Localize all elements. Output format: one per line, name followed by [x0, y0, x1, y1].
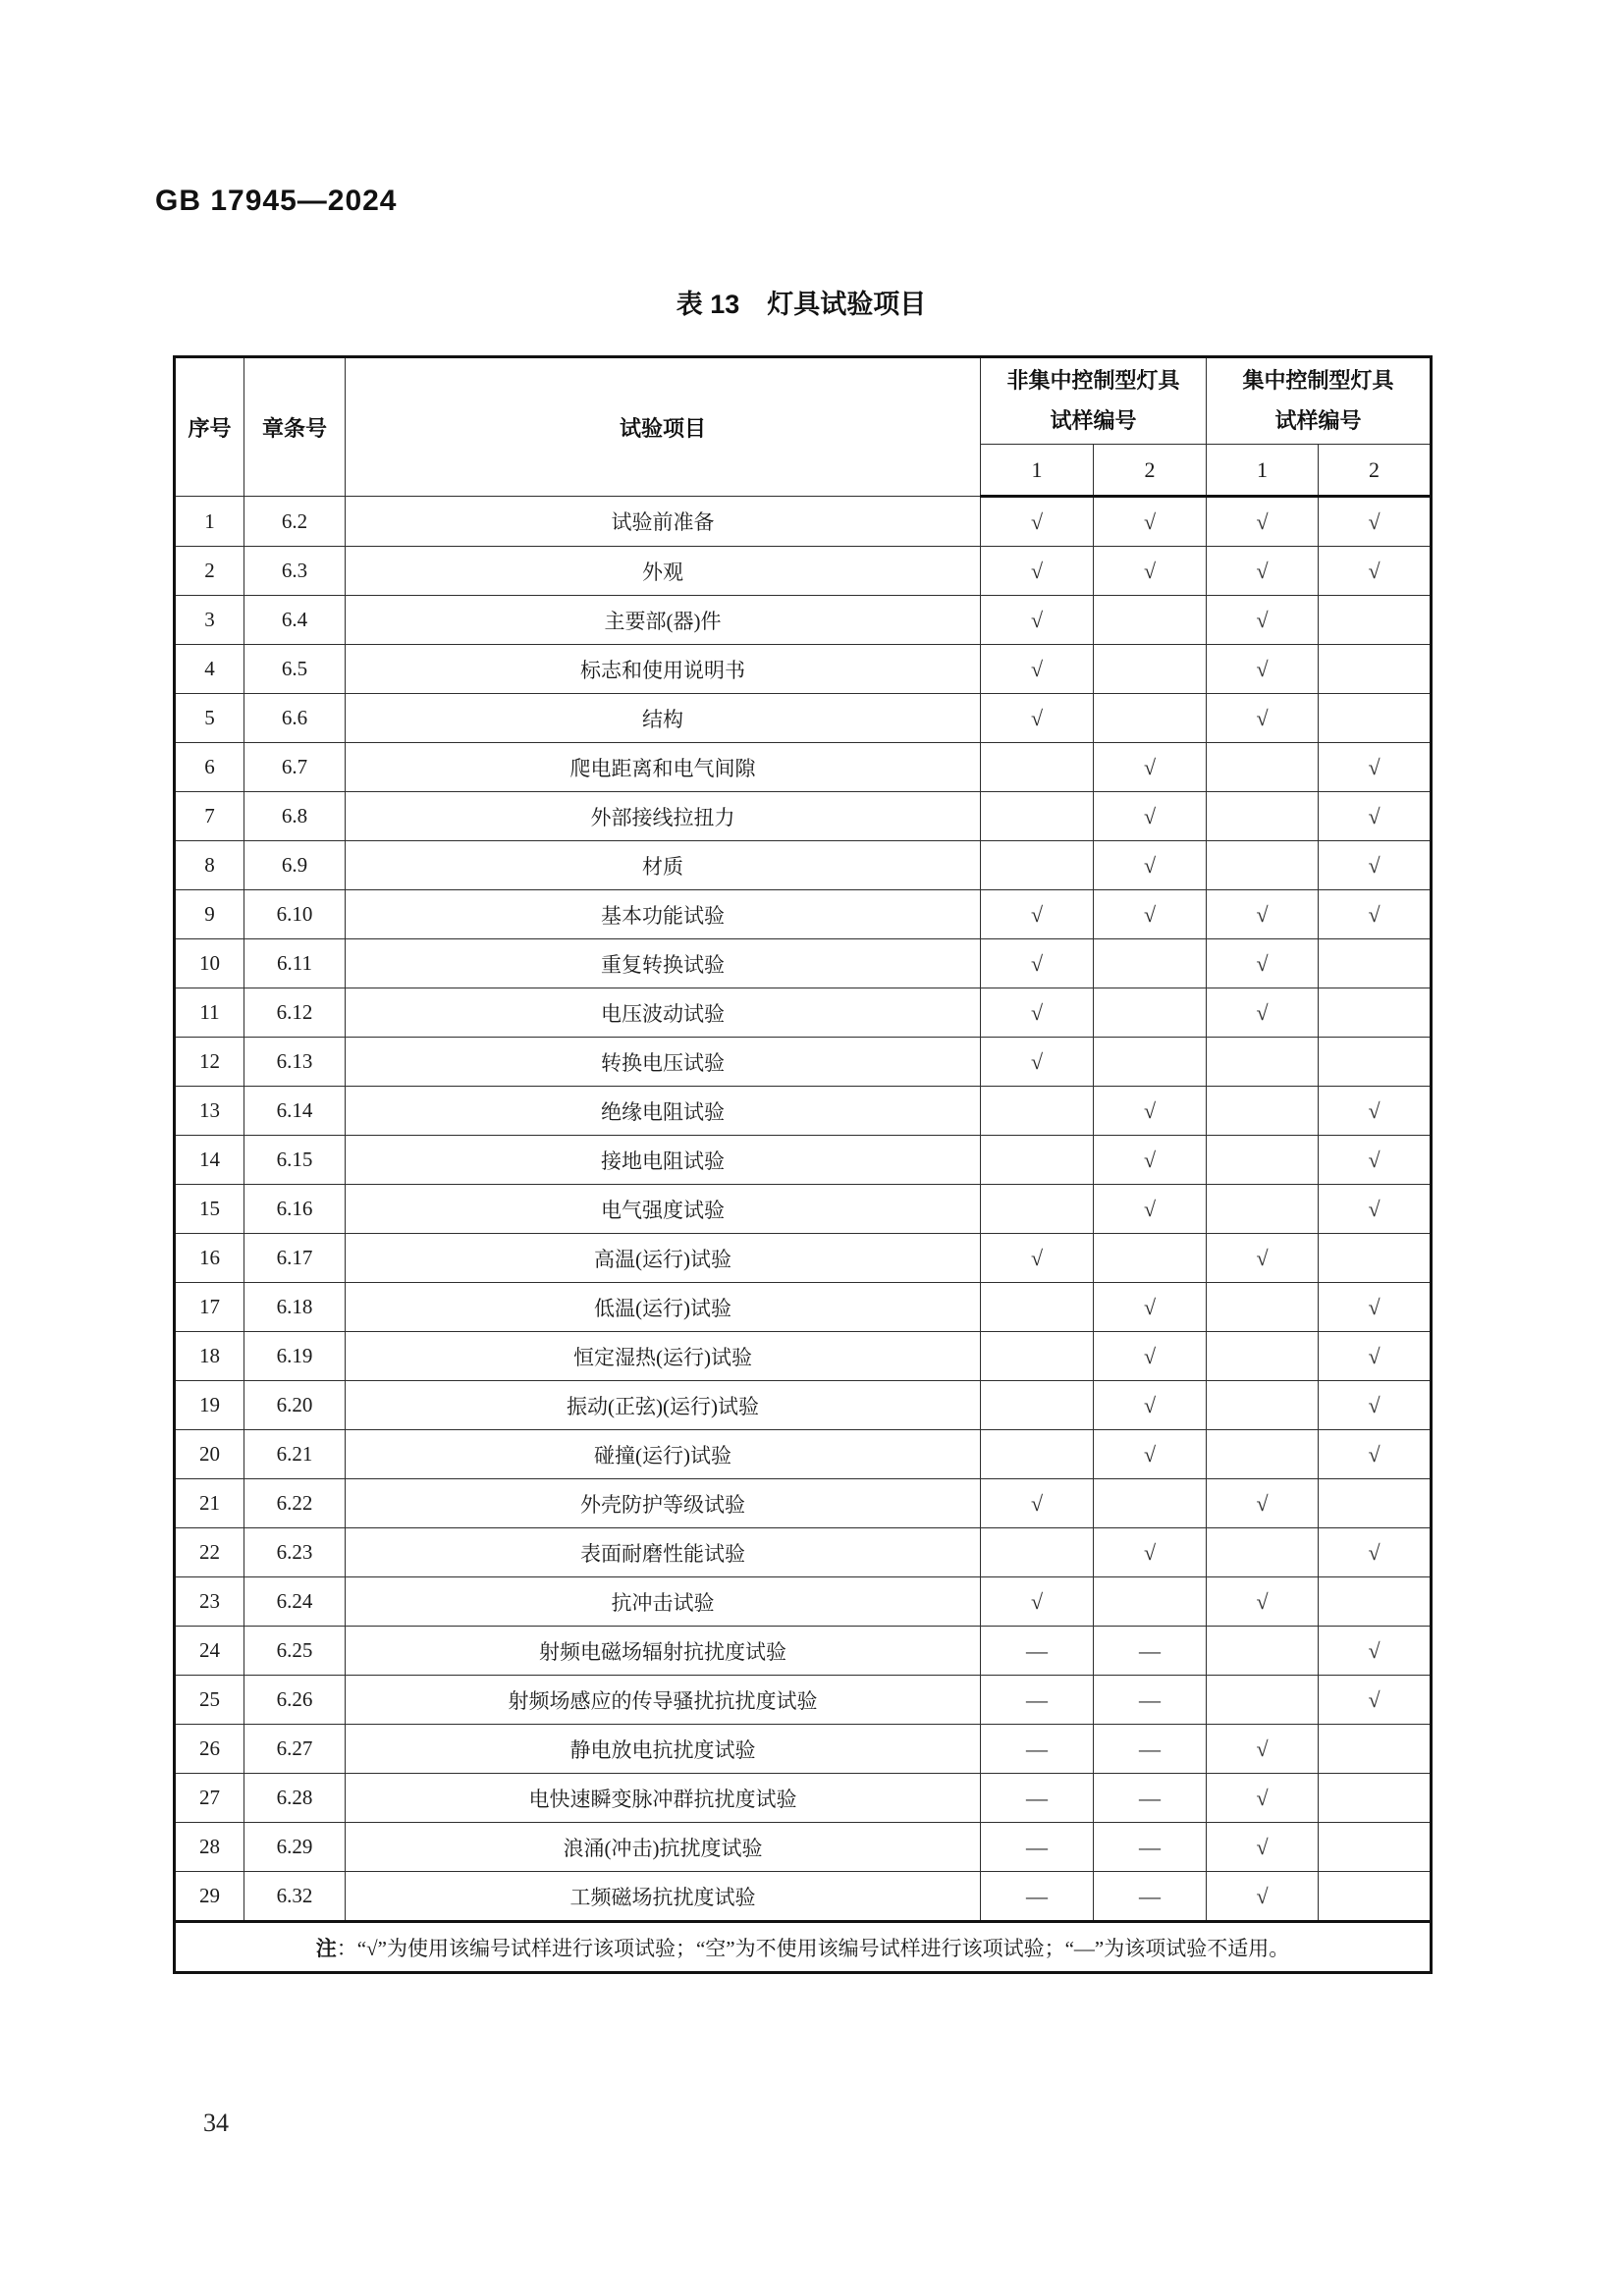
cell-mark-noncentral-1 — [981, 1283, 1094, 1332]
cell-test-item: 浪涌(冲击)抗扰度试验 — [346, 1823, 981, 1872]
cell-clause-number: 6.29 — [244, 1823, 346, 1872]
cell-clause-number: 6.16 — [244, 1185, 346, 1234]
cell-mark-noncentral-2: — — [1094, 1627, 1207, 1676]
cell-mark-noncentral-2: √ — [1094, 497, 1207, 547]
cell-row-number: 2 — [175, 547, 244, 596]
group-central-line1: 集中控制型灯具 — [1242, 367, 1394, 393]
note-label: 注 — [315, 1937, 337, 1960]
table-row — [175, 1234, 1432, 1283]
cell-clause-number: 6.14 — [244, 1087, 346, 1136]
cell-mark-central-1: √ — [1207, 890, 1319, 939]
table-row — [175, 1774, 1432, 1823]
cell-mark-noncentral-1: — — [981, 1627, 1094, 1676]
table-row — [175, 497, 1432, 547]
cell-mark-noncentral-2 — [1094, 694, 1207, 743]
cell-row-number: 17 — [175, 1283, 244, 1332]
cell-row-number: 5 — [175, 694, 244, 743]
header-clause: 章条号 — [244, 357, 346, 497]
cell-mark-central-1 — [1207, 841, 1319, 890]
cell-mark-central-2: √ — [1319, 792, 1432, 841]
group-noncentral-line1: 非集中控制型灯具 — [1006, 367, 1180, 393]
cell-mark-noncentral-1 — [981, 1185, 1094, 1234]
cell-test-item: 恒定湿热(运行)试验 — [346, 1332, 981, 1381]
cell-mark-central-1 — [1207, 1381, 1319, 1430]
cell-mark-noncentral-2 — [1094, 1479, 1207, 1528]
cell-row-number: 21 — [175, 1479, 244, 1528]
cell-test-item: 抗冲击试验 — [346, 1577, 981, 1627]
cell-mark-central-2: √ — [1319, 1332, 1432, 1381]
cell-clause-number: 6.10 — [244, 890, 346, 939]
cell-row-number: 10 — [175, 939, 244, 988]
table-row — [175, 1872, 1432, 1922]
cell-row-number: 25 — [175, 1676, 244, 1725]
cell-test-item: 射频电磁场辐射抗扰度试验 — [346, 1627, 981, 1676]
cell-row-number: 7 — [175, 792, 244, 841]
cell-mark-noncentral-2: √ — [1094, 792, 1207, 841]
header-item: 试验项目 — [346, 357, 981, 497]
cell-clause-number: 6.11 — [244, 939, 346, 988]
cell-mark-noncentral-1 — [981, 1332, 1094, 1381]
table-body — [175, 497, 1432, 1973]
cell-mark-noncentral-1: — — [981, 1774, 1094, 1823]
cell-mark-central-1: √ — [1207, 1872, 1319, 1922]
table-row — [175, 1577, 1432, 1627]
cell-mark-noncentral-1: √ — [981, 497, 1094, 547]
cell-row-number: 23 — [175, 1577, 244, 1627]
cell-mark-central-1: √ — [1207, 1479, 1319, 1528]
cell-mark-noncentral-1: √ — [981, 645, 1094, 694]
standard-number: GB 17945—2024 — [155, 185, 398, 217]
table-row — [175, 1185, 1432, 1234]
table-title — [173, 283, 1430, 321]
cell-mark-central-2 — [1319, 694, 1432, 743]
cell-mark-noncentral-1 — [981, 1087, 1094, 1136]
cell-mark-central-2: √ — [1319, 1381, 1432, 1430]
cell-row-number: 15 — [175, 1185, 244, 1234]
cell-mark-central-2 — [1319, 939, 1432, 988]
cell-mark-noncentral-2: √ — [1094, 1185, 1207, 1234]
cell-clause-number: 6.12 — [244, 988, 346, 1038]
cell-mark-noncentral-1: — — [981, 1823, 1094, 1872]
cell-mark-noncentral-1: — — [981, 1676, 1094, 1725]
table-row — [175, 1528, 1432, 1577]
cell-row-number: 13 — [175, 1087, 244, 1136]
cell-mark-noncentral-2: √ — [1094, 1381, 1207, 1430]
cell-mark-noncentral-1: √ — [981, 1479, 1094, 1528]
cell-row-number: 20 — [175, 1430, 244, 1479]
table-row — [175, 890, 1432, 939]
cell-mark-central-1 — [1207, 1136, 1319, 1185]
cell-mark-noncentral-1 — [981, 841, 1094, 890]
cell-mark-noncentral-1: √ — [981, 547, 1094, 596]
cell-test-item: 电快速瞬变脉冲群抗扰度试验 — [346, 1774, 981, 1823]
cell-mark-noncentral-2: √ — [1094, 890, 1207, 939]
cell-test-item: 振动(正弦)(运行)试验 — [346, 1381, 981, 1430]
cell-row-number: 29 — [175, 1872, 244, 1922]
cell-test-item: 转换电压试验 — [346, 1038, 981, 1087]
cell-mark-central-2 — [1319, 645, 1432, 694]
cell-test-item: 外部接线拉扭力 — [346, 792, 981, 841]
table-row — [175, 1676, 1432, 1725]
group-central-line2: 试样编号 — [1274, 407, 1362, 433]
cell-mark-noncentral-2: √ — [1094, 743, 1207, 792]
note-text: ：“√”为使用该编号试样进行该项试验；“空”为不使用该编号试样进行该项试验；“—”为该项试验不适用。 — [336, 1936, 1290, 1960]
cell-mark-noncentral-1: √ — [981, 1234, 1094, 1283]
table-row — [175, 1725, 1432, 1774]
cell-test-item: 射频场感应的传导骚扰抗扰度试验 — [346, 1676, 981, 1725]
cell-test-item: 高温(运行)试验 — [346, 1234, 981, 1283]
cell-test-item: 试验前准备 — [346, 497, 981, 547]
cell-test-item: 电气强度试验 — [346, 1185, 981, 1234]
cell-mark-central-1: √ — [1207, 988, 1319, 1038]
cell-clause-number: 6.17 — [244, 1234, 346, 1283]
cell-clause-number: 6.5 — [244, 645, 346, 694]
cell-clause-number: 6.20 — [244, 1381, 346, 1430]
cell-mark-central-1: √ — [1207, 645, 1319, 694]
cell-mark-noncentral-1: √ — [981, 694, 1094, 743]
cell-mark-noncentral-2 — [1094, 596, 1207, 645]
table-row — [175, 1823, 1432, 1872]
cell-row-number: 4 — [175, 645, 244, 694]
page-number: 34 — [203, 2109, 229, 2137]
note-cell — [175, 1922, 1432, 1973]
cell-test-item: 碰撞(运行)试验 — [346, 1430, 981, 1479]
cell-mark-noncentral-2: — — [1094, 1676, 1207, 1725]
cell-mark-central-2 — [1319, 1577, 1432, 1627]
cell-mark-central-1: √ — [1207, 939, 1319, 988]
cell-mark-noncentral-2 — [1094, 1577, 1207, 1627]
cell-clause-number: 6.4 — [244, 596, 346, 645]
cell-clause-number: 6.23 — [244, 1528, 346, 1577]
table-row — [175, 1283, 1432, 1332]
cell-row-number: 16 — [175, 1234, 244, 1283]
note-row — [175, 1922, 1432, 1973]
cell-mark-central-2: √ — [1319, 890, 1432, 939]
table-row — [175, 1038, 1432, 1087]
cell-mark-noncentral-2: — — [1094, 1774, 1207, 1823]
table-row — [175, 1087, 1432, 1136]
cell-test-item: 外观 — [346, 547, 981, 596]
cell-test-item: 爬电距离和电气间隙 — [346, 743, 981, 792]
cell-mark-noncentral-2: √ — [1094, 841, 1207, 890]
cell-clause-number: 6.25 — [244, 1627, 346, 1676]
table-header — [175, 357, 1432, 497]
cell-mark-noncentral-1 — [981, 792, 1094, 841]
cell-row-number: 12 — [175, 1038, 244, 1087]
cell-clause-number: 6.32 — [244, 1872, 346, 1922]
cell-mark-central-1 — [1207, 1283, 1319, 1332]
table-title-prefix: 表 13 — [676, 290, 740, 319]
cell-row-number: 27 — [175, 1774, 244, 1823]
cell-mark-noncentral-1: √ — [981, 1038, 1094, 1087]
table-row — [175, 792, 1432, 841]
cell-mark-noncentral-2 — [1094, 645, 1207, 694]
sample-number-nc2: 2 — [1094, 445, 1207, 497]
cell-mark-central-2: √ — [1319, 1528, 1432, 1577]
cell-mark-central-1 — [1207, 743, 1319, 792]
cell-test-item: 材质 — [346, 841, 981, 890]
test-items-table — [173, 355, 1433, 1974]
cell-mark-central-2: √ — [1319, 1185, 1432, 1234]
cell-mark-central-1: √ — [1207, 497, 1319, 547]
sample-number-nc1: 1 — [981, 445, 1094, 497]
cell-mark-central-1: √ — [1207, 547, 1319, 596]
cell-row-number: 1 — [175, 497, 244, 547]
cell-mark-central-2: √ — [1319, 497, 1432, 547]
cell-mark-noncentral-1: √ — [981, 890, 1094, 939]
cell-mark-noncentral-2: √ — [1094, 547, 1207, 596]
cell-mark-noncentral-1: — — [981, 1725, 1094, 1774]
cell-mark-central-1 — [1207, 1332, 1319, 1381]
cell-test-item: 电压波动试验 — [346, 988, 981, 1038]
cell-mark-central-2: √ — [1319, 547, 1432, 596]
cell-mark-central-1: √ — [1207, 1823, 1319, 1872]
cell-mark-central-2: √ — [1319, 1283, 1432, 1332]
cell-mark-noncentral-2: — — [1094, 1725, 1207, 1774]
cell-mark-central-2 — [1319, 1479, 1432, 1528]
cell-row-number: 24 — [175, 1627, 244, 1676]
cell-mark-noncentral-2: √ — [1094, 1283, 1207, 1332]
cell-test-item: 结构 — [346, 694, 981, 743]
cell-clause-number: 6.3 — [244, 547, 346, 596]
cell-mark-central-1: √ — [1207, 1774, 1319, 1823]
cell-mark-central-2 — [1319, 988, 1432, 1038]
cell-mark-noncentral-2 — [1094, 1038, 1207, 1087]
cell-clause-number: 6.9 — [244, 841, 346, 890]
cell-clause-number: 6.26 — [244, 1676, 346, 1725]
header-no: 序号 — [175, 357, 244, 497]
cell-mark-noncentral-2: — — [1094, 1872, 1207, 1922]
cell-clause-number: 6.15 — [244, 1136, 346, 1185]
cell-mark-central-1 — [1207, 1528, 1319, 1577]
cell-mark-central-2: √ — [1319, 1676, 1432, 1725]
cell-clause-number: 6.21 — [244, 1430, 346, 1479]
table-row — [175, 1332, 1432, 1381]
table-row — [175, 988, 1432, 1038]
cell-test-item: 表面耐磨性能试验 — [346, 1528, 981, 1577]
cell-clause-number: 6.6 — [244, 694, 346, 743]
cell-mark-noncentral-1 — [981, 1381, 1094, 1430]
table-row — [175, 1136, 1432, 1185]
cell-mark-central-1: √ — [1207, 1577, 1319, 1627]
cell-test-item: 标志和使用说明书 — [346, 645, 981, 694]
cell-mark-noncentral-1: √ — [981, 939, 1094, 988]
cell-row-number: 9 — [175, 890, 244, 939]
cell-test-item: 外壳防护等级试验 — [346, 1479, 981, 1528]
cell-mark-central-1: √ — [1207, 1725, 1319, 1774]
cell-mark-central-2 — [1319, 1038, 1432, 1087]
header-group-noncentral — [981, 357, 1207, 445]
cell-mark-central-2 — [1319, 1234, 1432, 1283]
cell-clause-number: 6.18 — [244, 1283, 346, 1332]
cell-mark-noncentral-2: √ — [1094, 1136, 1207, 1185]
table-row — [175, 841, 1432, 890]
cell-mark-central-2: √ — [1319, 841, 1432, 890]
cell-clause-number: 6.7 — [244, 743, 346, 792]
cell-clause-number: 6.13 — [244, 1038, 346, 1087]
cell-mark-central-2: √ — [1319, 743, 1432, 792]
cell-clause-number: 6.22 — [244, 1479, 346, 1528]
cell-row-number: 26 — [175, 1725, 244, 1774]
cell-row-number: 8 — [175, 841, 244, 890]
cell-mark-central-1 — [1207, 1087, 1319, 1136]
table-row — [175, 939, 1432, 988]
cell-mark-central-2 — [1319, 596, 1432, 645]
cell-mark-noncentral-1 — [981, 1528, 1094, 1577]
cell-mark-central-2 — [1319, 1725, 1432, 1774]
cell-mark-central-2: √ — [1319, 1430, 1432, 1479]
cell-row-number: 6 — [175, 743, 244, 792]
sample-number-c2: 2 — [1319, 445, 1432, 497]
cell-mark-central-2: √ — [1319, 1627, 1432, 1676]
cell-row-number: 28 — [175, 1823, 244, 1872]
cell-mark-central-1: √ — [1207, 1234, 1319, 1283]
cell-test-item: 主要部(器)件 — [346, 596, 981, 645]
cell-row-number: 18 — [175, 1332, 244, 1381]
cell-clause-number: 6.24 — [244, 1577, 346, 1627]
cell-row-number: 22 — [175, 1528, 244, 1577]
table-row — [175, 743, 1432, 792]
cell-mark-noncentral-2: √ — [1094, 1087, 1207, 1136]
cell-clause-number: 6.28 — [244, 1774, 346, 1823]
header-group-central — [1207, 357, 1432, 445]
cell-clause-number: 6.27 — [244, 1725, 346, 1774]
cell-mark-central-1: √ — [1207, 596, 1319, 645]
cell-mark-noncentral-1 — [981, 1136, 1094, 1185]
table-row — [175, 547, 1432, 596]
cell-mark-central-1 — [1207, 1185, 1319, 1234]
cell-mark-noncentral-2: √ — [1094, 1332, 1207, 1381]
cell-clause-number: 6.8 — [244, 792, 346, 841]
cell-row-number: 11 — [175, 988, 244, 1038]
cell-test-item: 绝缘电阻试验 — [346, 1087, 981, 1136]
cell-test-item: 低温(运行)试验 — [346, 1283, 981, 1332]
cell-mark-noncentral-2: √ — [1094, 1528, 1207, 1577]
cell-mark-noncentral-1: — — [981, 1872, 1094, 1922]
cell-row-number: 19 — [175, 1381, 244, 1430]
cell-mark-central-1 — [1207, 1627, 1319, 1676]
cell-mark-noncentral-1: √ — [981, 1577, 1094, 1627]
cell-mark-central-2: √ — [1319, 1087, 1432, 1136]
cell-mark-noncentral-1 — [981, 1430, 1094, 1479]
cell-mark-central-2 — [1319, 1823, 1432, 1872]
table-row — [175, 596, 1432, 645]
table-row — [175, 1381, 1432, 1430]
cell-mark-central-1 — [1207, 792, 1319, 841]
table-row — [175, 1479, 1432, 1528]
cell-mark-central-1 — [1207, 1038, 1319, 1087]
cell-mark-noncentral-2 — [1094, 939, 1207, 988]
cell-test-item: 静电放电抗扰度试验 — [346, 1725, 981, 1774]
cell-test-item: 工频磁场抗扰度试验 — [346, 1872, 981, 1922]
cell-mark-central-2 — [1319, 1774, 1432, 1823]
cell-mark-central-2: √ — [1319, 1136, 1432, 1185]
cell-mark-noncentral-1 — [981, 743, 1094, 792]
group-noncentral-line2: 试样编号 — [1050, 407, 1137, 433]
cell-mark-central-1: √ — [1207, 694, 1319, 743]
cell-mark-noncentral-2: — — [1094, 1823, 1207, 1872]
cell-test-item: 重复转换试验 — [346, 939, 981, 988]
cell-row-number: 14 — [175, 1136, 244, 1185]
cell-mark-noncentral-2: √ — [1094, 1430, 1207, 1479]
table-row — [175, 645, 1432, 694]
cell-clause-number: 6.2 — [244, 497, 346, 547]
cell-mark-noncentral-1: √ — [981, 596, 1094, 645]
table-row — [175, 694, 1432, 743]
cell-clause-number: 6.19 — [244, 1332, 346, 1381]
cell-test-item: 基本功能试验 — [346, 890, 981, 939]
cell-mark-noncentral-1: √ — [981, 988, 1094, 1038]
table-row — [175, 1430, 1432, 1479]
cell-mark-central-2 — [1319, 1872, 1432, 1922]
sample-number-c1: 1 — [1207, 445, 1319, 497]
cell-test-item: 接地电阻试验 — [346, 1136, 981, 1185]
table-row — [175, 1627, 1432, 1676]
table-title-text: 灯具试验项目 — [767, 290, 927, 319]
cell-row-number: 3 — [175, 596, 244, 645]
cell-mark-central-1 — [1207, 1430, 1319, 1479]
cell-mark-noncentral-2 — [1094, 1234, 1207, 1283]
cell-mark-central-1 — [1207, 1676, 1319, 1725]
cell-mark-noncentral-2 — [1094, 988, 1207, 1038]
